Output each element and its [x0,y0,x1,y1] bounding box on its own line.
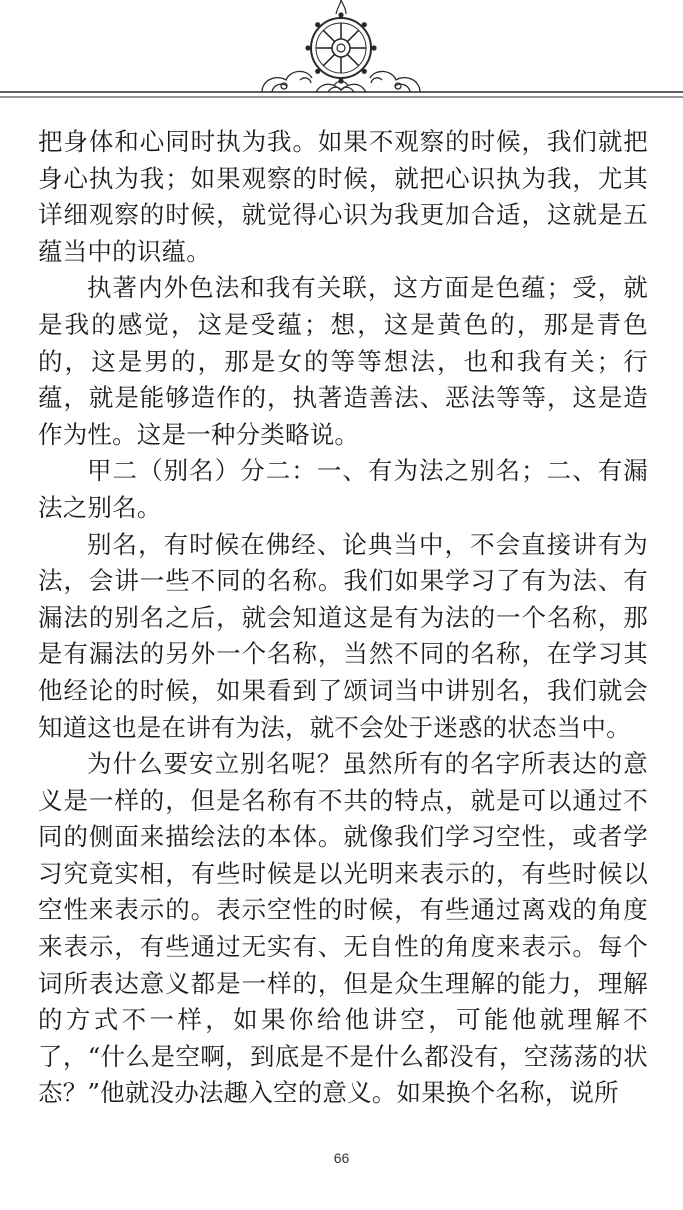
page-number: 66 [333,1150,350,1166]
cloud-scroll-left-icon [262,71,312,92]
paragraph-1: 把身体和心同时执为我。如果不观察的时候，我们就把身心执为我；如果观察的时候，就把心识执为我，尤其详细观察的时候，就觉得心识为我更加合适，这就是五蕴当中的识蕴。 [38,127,648,266]
body-text [38,124,648,1112]
cloud-scroll-right-icon [370,71,420,92]
paragraph-2: 执著内外色法和我有关联，这方面是色蕴；受，就是我的感觉，这是受蕴；想，这是黄色的，那是青色的，这是男的，那是女的等等想法，也和我有关；行蕴，就是能够造作的，执著造善法、恶法等等，这是造作为性。这是一种分类略说。 [38,273,648,449]
paragraph-3: 别名，有时候在佛经、论典当中，不会直接讲有为法，会讲一些不同的名称。我们如果学习了有为法、有漏法的别名之后，就会知道这是有为法的一个名称，那是有漏法的另外一个名称，当然不同的名称，在学习其他经论的时候，如果看到了颂词当中讲别名，我们就会知道这也是在讲有为法，就不会处于迷惑的状态当中。 [38,529,648,742]
dharma-wheel-icon [305,0,376,84]
section-heading: 甲二（别名）分二：一、有为法之别名；二、有漏法之别名。 [38,456,648,522]
header-ornament [0,0,683,110]
paragraph-4: 为什么要安立别名呢？虽然所有的名字所表达的意义是一样的，但是名称有不共的特点，就是可以通过不同的侧面来描绘法的本体。就像我们学习空性，或者学习究竟实相，有些时候是以光明来表示的，有些时候以空性来表示的。表示空性的时候，有些通过离戏的角度来表示，有些通过无实有、无自性的角度来表示。每个词所表达意义都是一样的，但是众生理解的能力，理解的方式不一样，如果你给他讲空，可能他就理解不了，“什么是空啊，到底是不是什么都没有，空荡荡的状态？”他就没办法趣入空的意义。如果换个名称，说所 [38,749,648,1108]
